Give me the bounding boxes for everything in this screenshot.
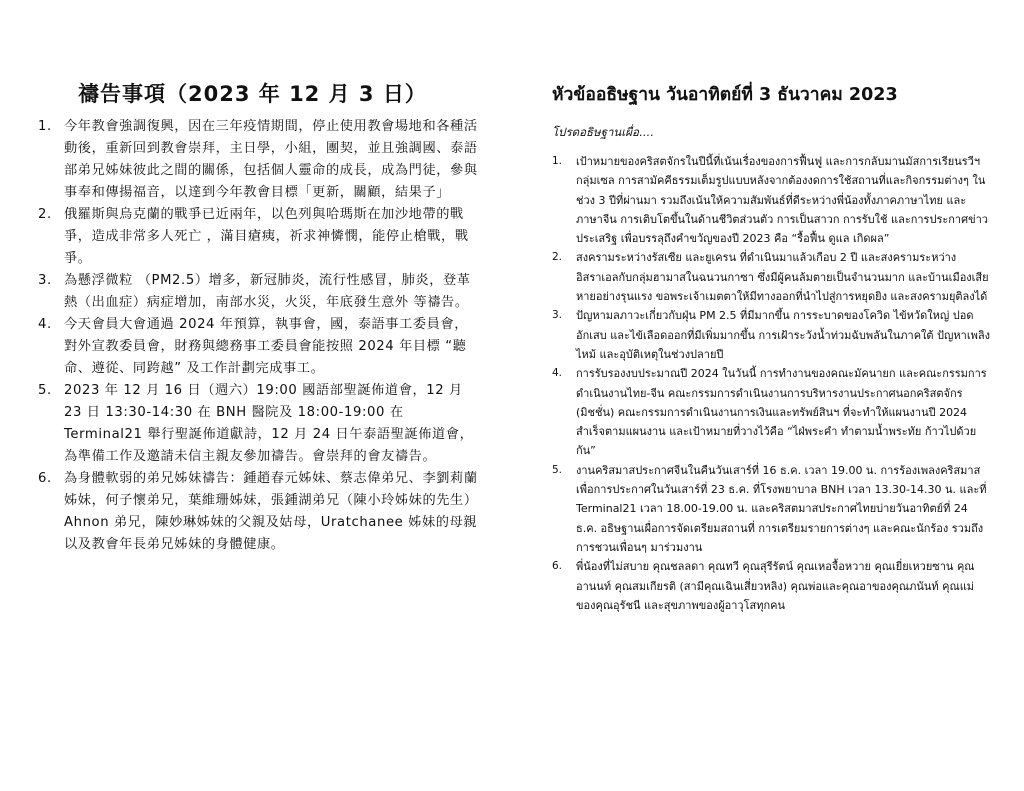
chinese-title: 禱告事項（2023 年 12 月 3 日）: [78, 82, 427, 106]
item-text: การรับรองงบประมาณปี 2024 ในวันนี้ การทำงานของคณะมัคนายก และคณะกรรมการดำเนินงานไทย-จีน คณะกรรมการดำเนินงานการบริหารงานประกาศนอกคริสตจักร (มิชชั่น) คณะกรรมการดำเนินงานการเงินและทรัพย์สินฯ ที่จะทำให้แผนงานปี 2024 สำเร็จตามแผนงาน และเป้าหมายที่วางไว้คือ “ไฝ่พระคำ ทำตามน้ำพระทัย ก้าวไปด้วยกัน”: [576, 367, 987, 458]
list-item: [38, 380, 480, 468]
item-text: 今天會員大會通過 2024 年預算，執事會，國，泰語事工委員會，對外宣教委員會，財務與總務事工委員會能按照 2024 年目標 “聽命、遵從、同跨越” 及工作計劃完成事工。: [64, 317, 469, 376]
list-item: [38, 314, 480, 380]
list-item: [38, 468, 480, 556]
list-item: [552, 248, 992, 306]
item-text: สงครามระหว่างรัสเซีย และยูเครน ที่ดำเนินมาแล้วเกือบ 2 ปี และสงครามระหว่างอิสราเอลกับกลุ่มฮามาสในฉนวนกาซา ซึ่งมีผู้คนล้มตายเป็นจำนวนมาก และบ้านเมืองเสียหายอย่างรุนแรง ขอพระเจ้าเมตตาให้มีทางออกที่นำไปสู่การหยุดยิง และสงครามยุติลงได้: [576, 251, 989, 304]
item-number: 4.: [38, 317, 52, 332]
item-number: 2.: [552, 251, 563, 264]
item-number: 4.: [552, 367, 563, 380]
list-item: [38, 204, 480, 270]
item-number: 1.: [38, 119, 52, 134]
item-text: 2023 年 12 月 16 日（週六）19:00 國語部聖誕佈道會，12 月 23 日 13:30-14:30 在 BNH 醫院及 18:00-19:00 在 Terminal21 舉行聖誕佈道獻詩，12 月 24 日午泰語聖誕佈道會，為準備工作及邀請未信主親友參加禱告。會崇拜的會友禱告。: [64, 383, 474, 464]
thai-title: หัวข้ออธิษฐาน วันอาทิตย์ที่ 3 ธันวาคม 2023: [552, 85, 898, 105]
item-text: 為身體軟弱的弟兄姊妹禱告：鍾趙春元姊妹、蔡志偉弟兄、李劉莉蘭姊妹，何子懷弟兄，葉維珊姊妹，張鍾湖弟兄（陳小玲姊妹的先生）Ahnon 弟兄，陳妙琳姊妹的父親及姑母，Uratchanee 姊妹的母親以及教會年長弟兄姊妹的身體健康。: [64, 471, 478, 552]
item-number: 2.: [38, 207, 52, 222]
item-number: 5.: [552, 463, 563, 476]
item-number: 6.: [38, 471, 52, 486]
list-item: [38, 116, 480, 204]
item-text: งานคริสมาสประกาศจีนในคืนวันเสาร์ที่ 16 ธ.ค. เวลา 19.00 น. การร้องเพลงคริสมาสเพื่อการประกาศในวันเสาร์ที่ 23 ธ.ค. ที่โรงพยาบาล BNH เวลา 13.30-14.30 น. และที่ Terminal21 เวลา 18.00-19.00 น. และคริสตมาสประกาศไทยบ่ายวันอาทิตย์ที่ 24 ธ.ค. อธิษฐานเผื่อการจัดเตรียมสถานที่ การเตรียมรายการต่างๆ และคณะนักร้อง รวมถึงการชวนเพื่อนๆ มาร่วมงาน: [576, 463, 987, 554]
item-text: ปัญหามลภาวะเกี่ยวกับฝุ่น PM 2.5 ที่มีมากขึ้น การระบาดของโควิด ไข้หวัดใหญ่ ปอดอักเสบ และไข้เลือดออกที่มีเพิ่มมากขึ้น การเฝ้าระวังน้ำท่วมฉับพลันในภาคใต้ ปัญหาเพลิงไหม้ และอุบัติเหตุในช่วงปลายปี: [576, 309, 990, 361]
item-text: 為懸浮微粒 （PM2.5）增多，新冠肺炎，流行性感冒，肺炎，登革熱（出血症）病症增加，南部水災，火災，年底發生意外 等禱告。: [64, 273, 471, 310]
thai-prayer-list: [552, 152, 992, 615]
item-number: 5.: [38, 383, 52, 398]
list-item: [552, 306, 992, 364]
item-text: เป้าหมายของคริสตจักรในปีนี้ที่เน้นเรื่องของการฟื้นฟู และการกลับมานมัสการเรียนรวีฯ กลุ่มเซล การสามัคคีธรรมเต็มรูปแบบหลังจากต้องงดการใช้สถานที่และกิจกรรมต่างๆ ในช่วง 3 ปีที่ผ่านมา รวมถึงเน้นให้ความสัมพันธ์ที่ดีระหว่างพี่น้องทั้งภาคภาษาไทย และภาษาจีน การเติบโตขึ้นในด้านชีวิตส่วนตัว การเป็นสาวก การรับใช้ และการประกาศข่าวประเสริฐ เพื่อบรรลุถึงคำขวัญของปี 2023 คือ “รื้อฟื้น ดูแล เกิดผล”: [576, 155, 988, 246]
list-item: [552, 557, 992, 615]
item-number: 3.: [552, 309, 563, 322]
item-number: 1.: [552, 155, 563, 167]
list-item: [552, 461, 992, 557]
item-text: 今年教會強調復興，因在三年疫情期間，停止使用教會場地和各種活動後，重新回到教會崇拜，主日學，小組，團契，並且強調國、泰語部弟兄姊妹彼此之間的關係，包括個人靈命的成長，成為門徒，參與事奉和傳揚福音，以達到今年教會目標「更新，關顧，結果子」: [64, 119, 478, 200]
list-item: [552, 152, 992, 248]
chinese-prayer-list: [38, 116, 480, 556]
item-text: 俄羅斯與烏克蘭的戰爭已近兩年，以色列與哈瑪斯在加沙地帶的戰爭，造成非常多人死亡 ，滿目瘡痍，祈求神憐憫，能停止槍戰，戰爭。: [64, 207, 469, 266]
item-number: 6.: [552, 560, 563, 573]
item-text: พี่น้องที่ไม่สบาย คุณชลลดา คุณทวี คุณสุรีรัตน์ คุณเหอจื้อหวาย คุณเยี่ยเหวยซาน คุณอานนท์ คุณสมเกียรติ (สามีคุณเฉินเสี่ยวหลิง) คุณพ่อและคุณอาของคุณภนันท์ คุณแม่ของคุณอุรัชนี และสุขภาพของผู้อาวุโสทุกคน: [576, 560, 975, 612]
item-number: 3.: [38, 273, 52, 288]
list-item: [552, 364, 992, 460]
thai-intro: โปรดอธิษฐานเผื่อ....: [552, 125, 654, 139]
list-item: [38, 270, 480, 314]
